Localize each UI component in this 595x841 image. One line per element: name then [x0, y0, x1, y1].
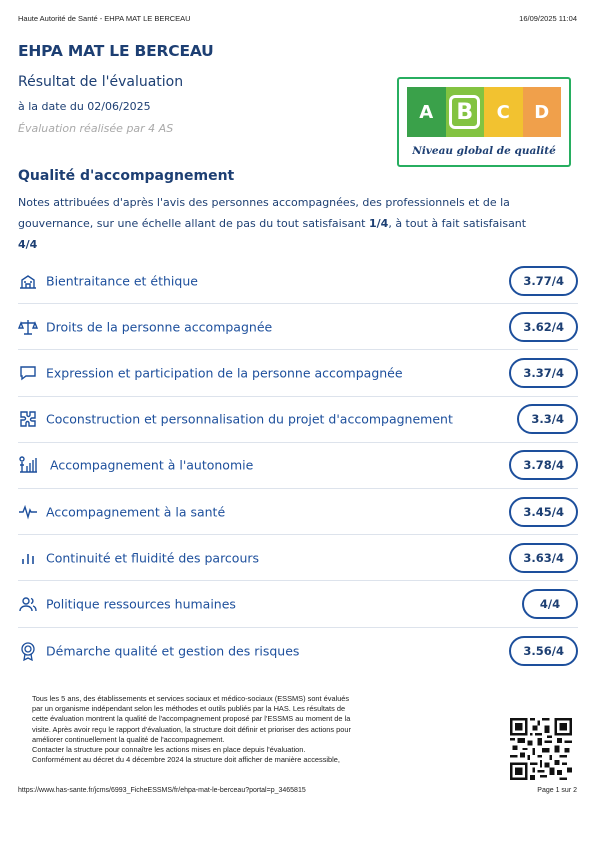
criterion-score: 3.3/4	[517, 404, 578, 434]
criterion-score: 3.78/4	[509, 450, 578, 480]
criterion-row	[18, 258, 578, 304]
criterion-label: Continuité et fluidité des parcours	[46, 550, 260, 566]
criterion-row	[18, 489, 578, 535]
criterion-row	[18, 581, 578, 627]
evaluation-date: à la date du 02/06/2025	[18, 100, 151, 113]
rosette-badge-icon	[18, 641, 38, 661]
footer-line: par un organisme indépendant selon les méthodes et outils publiés par la HAS. Les résultats de	[32, 704, 346, 714]
facility-name: EHPA MAT LE BERCEAU	[18, 42, 214, 60]
quality-scale	[407, 87, 561, 137]
quality-cell-b-selected: B	[449, 95, 480, 129]
print-header-title: Haute Autorité de Santé - EHPA MAT LE BERCEAU	[18, 14, 191, 23]
building-hands-icon	[18, 271, 38, 291]
footer-line: améliorer continuellement la qualité de l'accompagnement.	[32, 734, 225, 744]
footer-line: cette évaluation montrent la qualité de l'accompagnement proposé par l'ESSMS au moment de la	[32, 714, 351, 724]
footer-line: Conformément au décret du 4 décembre 2024 la structure doit afficher de manière accessible,	[32, 755, 340, 765]
growth-chart-person-icon	[18, 455, 38, 475]
desc-part1: Notes attribuées d'après l'avis des personnes accompagnées, des professionnels et de la gouvernance, sur une échelle allant de pas du tout satisfaisant	[18, 196, 510, 230]
quality-cell-c: C	[484, 87, 523, 137]
page-number: Page 1 sur 2	[537, 787, 577, 794]
criterion-label: Démarche qualité et gestion des risques	[46, 643, 300, 659]
criterion-row	[18, 397, 578, 443]
criterion-score: 3.62/4	[509, 312, 578, 342]
criterion-label: Politique ressources humaines	[46, 596, 236, 612]
quality-cell-b	[446, 87, 485, 137]
scales-icon	[18, 317, 38, 337]
footer-line: Contacter la structure pour connaître les actions mises en place depuis l'évaluation.	[32, 745, 306, 755]
criteria-list	[18, 258, 578, 674]
criterion-label: Bientraitance et éthique	[46, 273, 198, 289]
desc-min: 1/4	[369, 217, 389, 230]
people-icon	[18, 594, 38, 614]
speech-bubble-icon	[18, 363, 38, 383]
criterion-row	[18, 304, 578, 350]
criterion-row	[18, 350, 578, 396]
footer-explanation	[32, 694, 432, 765]
criterion-score: 3.63/4	[509, 543, 578, 573]
criterion-row	[18, 628, 578, 674]
puzzle-icon	[18, 409, 38, 429]
criterion-score: 3.45/4	[509, 497, 578, 527]
footer-line: visite. Après avoir reçu le rapport d'évaluation, la structure doit définir et prioriser des actions pour	[32, 724, 351, 734]
section-title: Qualité d'accompagnement	[18, 168, 235, 184]
evaluation-title: Résultat de l'évaluation	[18, 74, 184, 90]
criterion-score: 3.77/4	[509, 266, 578, 296]
quality-cell-a: A	[407, 87, 446, 137]
bar-chart-icon	[18, 548, 38, 568]
print-header	[18, 14, 577, 26]
print-header-datetime: 16/09/2025 11:04	[519, 14, 577, 23]
desc-max: 4/4	[18, 238, 38, 251]
criterion-score: 3.56/4	[509, 636, 578, 666]
page-url-link[interactable]: https://www.has-sante.fr/jcms/6993_FicheESSMS/fr/ehpa-mat-le-berceau?portal=p_3465815	[18, 787, 306, 794]
criterion-label: Accompagnement à la santé	[46, 504, 226, 520]
desc-part2: , à tout à fait satisfaisant	[388, 217, 527, 230]
quality-caption: Niveau global de qualité	[412, 145, 556, 157]
print-footer	[18, 787, 577, 797]
heartbeat-icon	[18, 502, 38, 522]
quality-cell-d: D	[523, 87, 562, 137]
criterion-label: Expression et participation de la personne accompagnée	[46, 365, 403, 381]
criterion-label: Droits de la personne accompagnée	[46, 319, 273, 335]
section-description	[18, 192, 573, 255]
criterion-row	[18, 535, 578, 581]
criterion-label: Coconstruction et personnalisation du projet d'accompagnement	[46, 411, 453, 427]
qr-code-icon[interactable]	[510, 718, 572, 780]
evaluation-by: Évaluation réalisée par 4 AS	[18, 122, 174, 135]
quality-level-badge	[397, 77, 571, 167]
criterion-score: 4/4	[522, 589, 578, 619]
criterion-label: Accompagnement à l'autonomie	[50, 457, 254, 473]
footer-line: Tous les 5 ans, des établissements et services sociaux et médico-sociaux (ESSMS) sont évalués	[32, 694, 350, 703]
criterion-score: 3.37/4	[509, 358, 578, 388]
criterion-row	[18, 443, 578, 489]
